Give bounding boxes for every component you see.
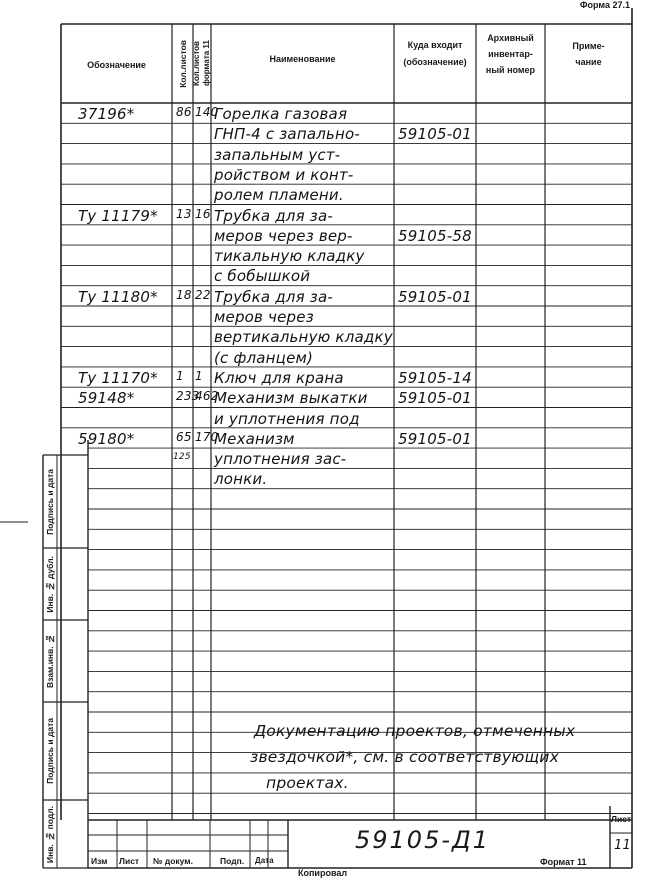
row-used-in: 59105-01 [398, 389, 472, 408]
stamp-sign-date-2-cell [43, 702, 57, 800]
row-name: Горелка газовая [214, 105, 348, 123]
row-count: 13 [176, 206, 192, 221]
row-designation: 59180* [78, 429, 135, 448]
header-sheet-count-cell [172, 26, 193, 101]
header-archive [476, 30, 545, 78]
stamp-sign-date-1: Подпись и дата [45, 468, 55, 535]
row-name: и уплотнения под [214, 409, 360, 428]
header-note-line1: Приме- [572, 41, 605, 51]
row-count-f11: 140 [195, 105, 219, 119]
header-sheet-count-format-cell [193, 26, 211, 101]
col-sign: Подп. [220, 856, 245, 866]
row-count: 1 [176, 368, 184, 383]
row-designation: Ту 11180* [78, 287, 158, 306]
stamp-dup-inv-cell [43, 548, 57, 620]
row-name: запальным уст- [214, 145, 341, 164]
header-sheet-count-format: Кол.листов формата 11 [192, 40, 211, 87]
row-used-in: 59105-01 [398, 429, 472, 448]
row-name: ройством и конт- [214, 165, 354, 184]
sheet-label: Лист [611, 814, 632, 824]
stamp-orig-inv: Инв. № подл. [45, 805, 55, 863]
header-used-in-line2: (обозначение) [403, 57, 467, 67]
margin-mark: 125 [173, 452, 191, 462]
row-name: Ключ для крана [214, 368, 344, 387]
stamp-dup-inv: Инв. № дубл. [45, 555, 55, 613]
row-count: 18 [176, 287, 192, 302]
row-name: с бобышкой [214, 267, 311, 286]
header-name: Наименование [269, 54, 336, 64]
row-used-in: 59105-58 [398, 226, 472, 245]
row-designation: 37196* [78, 105, 135, 123]
row-used-in: 59105-01 [398, 125, 472, 144]
stamp-sign-date-2: Подпись и дата [45, 718, 55, 784]
row-count: 86 [176, 105, 192, 119]
row-name: ролем пламени. [214, 186, 344, 205]
stamp-orig-inv-cell [43, 800, 57, 868]
row-count-f11: 16 [195, 206, 211, 221]
note-line-3: проектах. [266, 774, 349, 792]
stamp-replace-inv: Взам.инв. № [45, 634, 55, 688]
form-label: Форма 27.1 [579, 0, 630, 10]
row-name: меров через [214, 308, 314, 326]
row-name: вертикальную кладку [214, 328, 393, 347]
header-note-line2: чание [575, 57, 602, 67]
row-name: Механизм [214, 429, 295, 448]
row-name: Трубка для за- [214, 287, 333, 306]
row-count-f11: 22 [195, 287, 211, 302]
sheet-number: 11 [614, 838, 631, 853]
row-count: 65 [176, 429, 192, 444]
row-name: ГНП-4 с запально- [214, 125, 361, 144]
row-designation: Ту 11179* [78, 206, 158, 225]
row-name: Трубка для за- [214, 206, 333, 225]
row-name: (с фланцем) [214, 348, 314, 367]
header-archive-line2: инвентар- [488, 49, 533, 59]
header-archive-line3: ный номер [485, 65, 536, 75]
document-number: 59105-Д1 [355, 826, 491, 854]
note-line-2: звездочкой*, см. в соответствующих [250, 748, 559, 766]
row-name: Механизм выкатки [214, 389, 368, 408]
row-name: уплотнения зас- [214, 450, 347, 469]
col-doc: № докум. [153, 856, 193, 866]
row-count: 233 [176, 389, 200, 404]
header-used-in-line1: Куда входит [407, 40, 463, 50]
row-designation: Ту 11170* [78, 368, 158, 387]
col-date: Дата [255, 856, 274, 865]
row-count-f11: 1 [195, 368, 203, 383]
row-count-f11: 170 [195, 429, 219, 444]
note-line-1: Документацию проектов, отмеченных [254, 722, 576, 740]
header-sheet-count: Кол.листов [177, 39, 188, 88]
header-archive-line1: Архивный [487, 33, 534, 43]
row-used-in: 59105-01 [398, 287, 472, 306]
col-sheet: Лист [119, 856, 140, 866]
stamp-sign-date-1-cell [43, 455, 57, 548]
copied-label: Копировал [298, 868, 348, 878]
row-name: лонки. [214, 470, 268, 489]
header-designation: Обозначение [87, 60, 146, 70]
row-name: тикальную кладку [214, 247, 365, 266]
format-label: Формат 11 [540, 857, 587, 867]
header-note [545, 38, 632, 70]
row-designation: 59148* [78, 389, 135, 408]
row-used-in: 59105-14 [398, 368, 472, 387]
row-name: меров через вер- [214, 226, 353, 245]
header-used-in [394, 40, 476, 68]
col-change: Изм [91, 856, 108, 866]
row-count-f11: 462 [195, 389, 219, 404]
stamp-replace-inv-cell [43, 620, 57, 702]
